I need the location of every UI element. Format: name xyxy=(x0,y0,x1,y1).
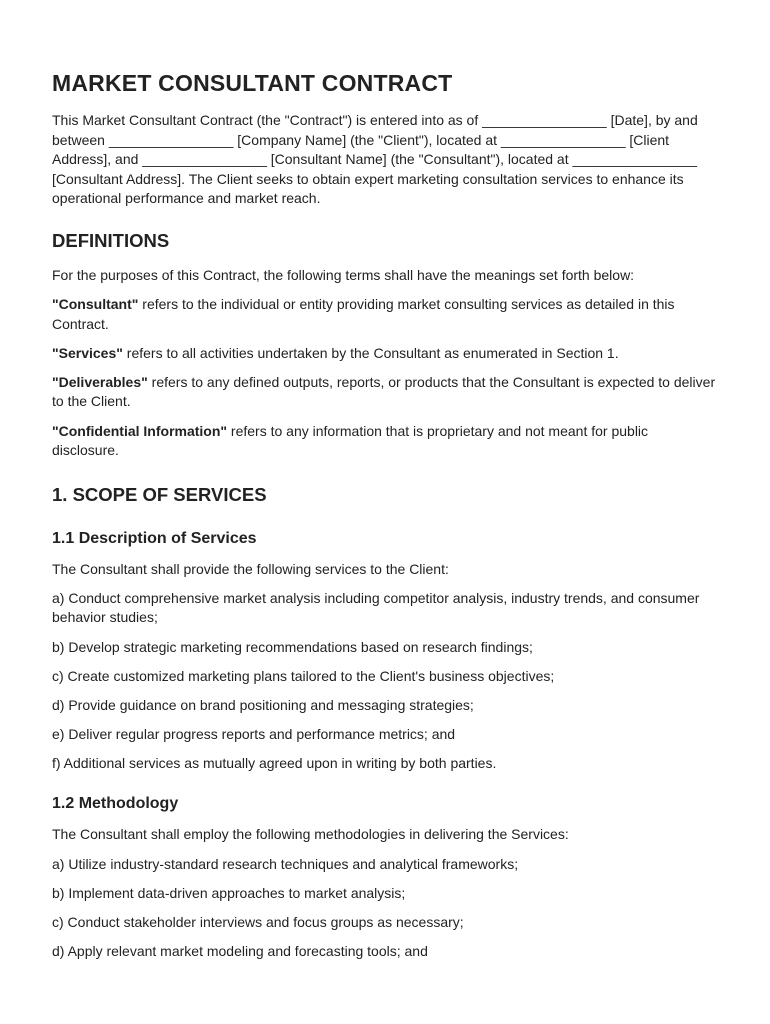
definition-text: refers to any defined outputs, reports, or products that the Consultant is expected to deliver to the Client. xyxy=(52,373,716,410)
methodology-item: d) Apply relevant market modeling and forecasting tools; and xyxy=(52,942,428,959)
methodology-lead: The Consultant shall employ the following methodologies in delivering the Services: xyxy=(52,826,569,843)
service-item: e) Deliver regular progress reports and performance metrics; and xyxy=(52,725,456,742)
definition-term: "Deliverables" xyxy=(52,373,148,390)
methodology-item: b) Implement data-driven approaches to market analysis; xyxy=(52,884,406,901)
service-item: f) Additional services as mutually agreed upon in writing by both parties. xyxy=(52,754,497,771)
methodology-item: a) Utilize industry-standard research techniques and analytical frameworks; xyxy=(52,855,519,872)
definition-term: "Consultant" xyxy=(52,296,139,313)
intro-paragraph: This Market Consultant Contract (the "Contract") is entered into as of ________________ [Date], by and between ________________ [Company Name] (the "Client"), located at ________________ [Client Address], and ________________ [Consultant Name] (the "Consultant"), located at ________________ [Consultant Address]. The Client seeks to obtain expert marketing consultation services to enhance its operational performance and market reach. xyxy=(52,112,698,207)
definition-item xyxy=(52,295,718,334)
definition-text: refers to all activities undertaken by the Consultant as enumerated in Section 1. xyxy=(122,344,619,361)
definition-text: refers to the individual or entity providing market consulting services as detailed in this Contract. xyxy=(52,296,675,332)
definition-text: refers to any information that is proprietary and not meant for public disclosure. xyxy=(52,422,649,459)
methodology-heading: 1.2 Methodology xyxy=(52,795,179,813)
definition-term: "Services" xyxy=(52,344,123,361)
definition-item xyxy=(52,373,718,412)
scope-heading: 1. SCOPE OF SERVICES xyxy=(52,483,267,505)
description-lead: The Consultant shall provide the following services to the Client: xyxy=(52,560,449,577)
definitions-lead: For the purposes of this Contract, the following terms shall have the meanings set forth below: xyxy=(52,266,635,283)
document-title: MARKET CONSULTANT CONTRACT xyxy=(52,70,453,96)
definition-term: "Confidential Information" xyxy=(52,422,228,439)
description-heading: 1.1 Description of Services xyxy=(52,529,257,547)
definition-item xyxy=(52,344,718,364)
definitions-heading: DEFINITIONS xyxy=(52,229,170,251)
service-item: c) Create customized marketing plans tailored to the Client's business objectives; xyxy=(52,667,555,684)
service-item: b) Develop strategic marketing recommendations based on research findings; xyxy=(52,638,533,655)
methodology-item: c) Conduct stakeholder interviews and focus groups as necessary; xyxy=(52,913,464,930)
service-item: d) Provide guidance on brand positioning and messaging strategies; xyxy=(52,696,474,713)
definition-item xyxy=(52,422,718,461)
service-item: a) Conduct comprehensive market analysis including competitor analysis, industry trends, and consumer behavior studies; xyxy=(52,589,700,626)
